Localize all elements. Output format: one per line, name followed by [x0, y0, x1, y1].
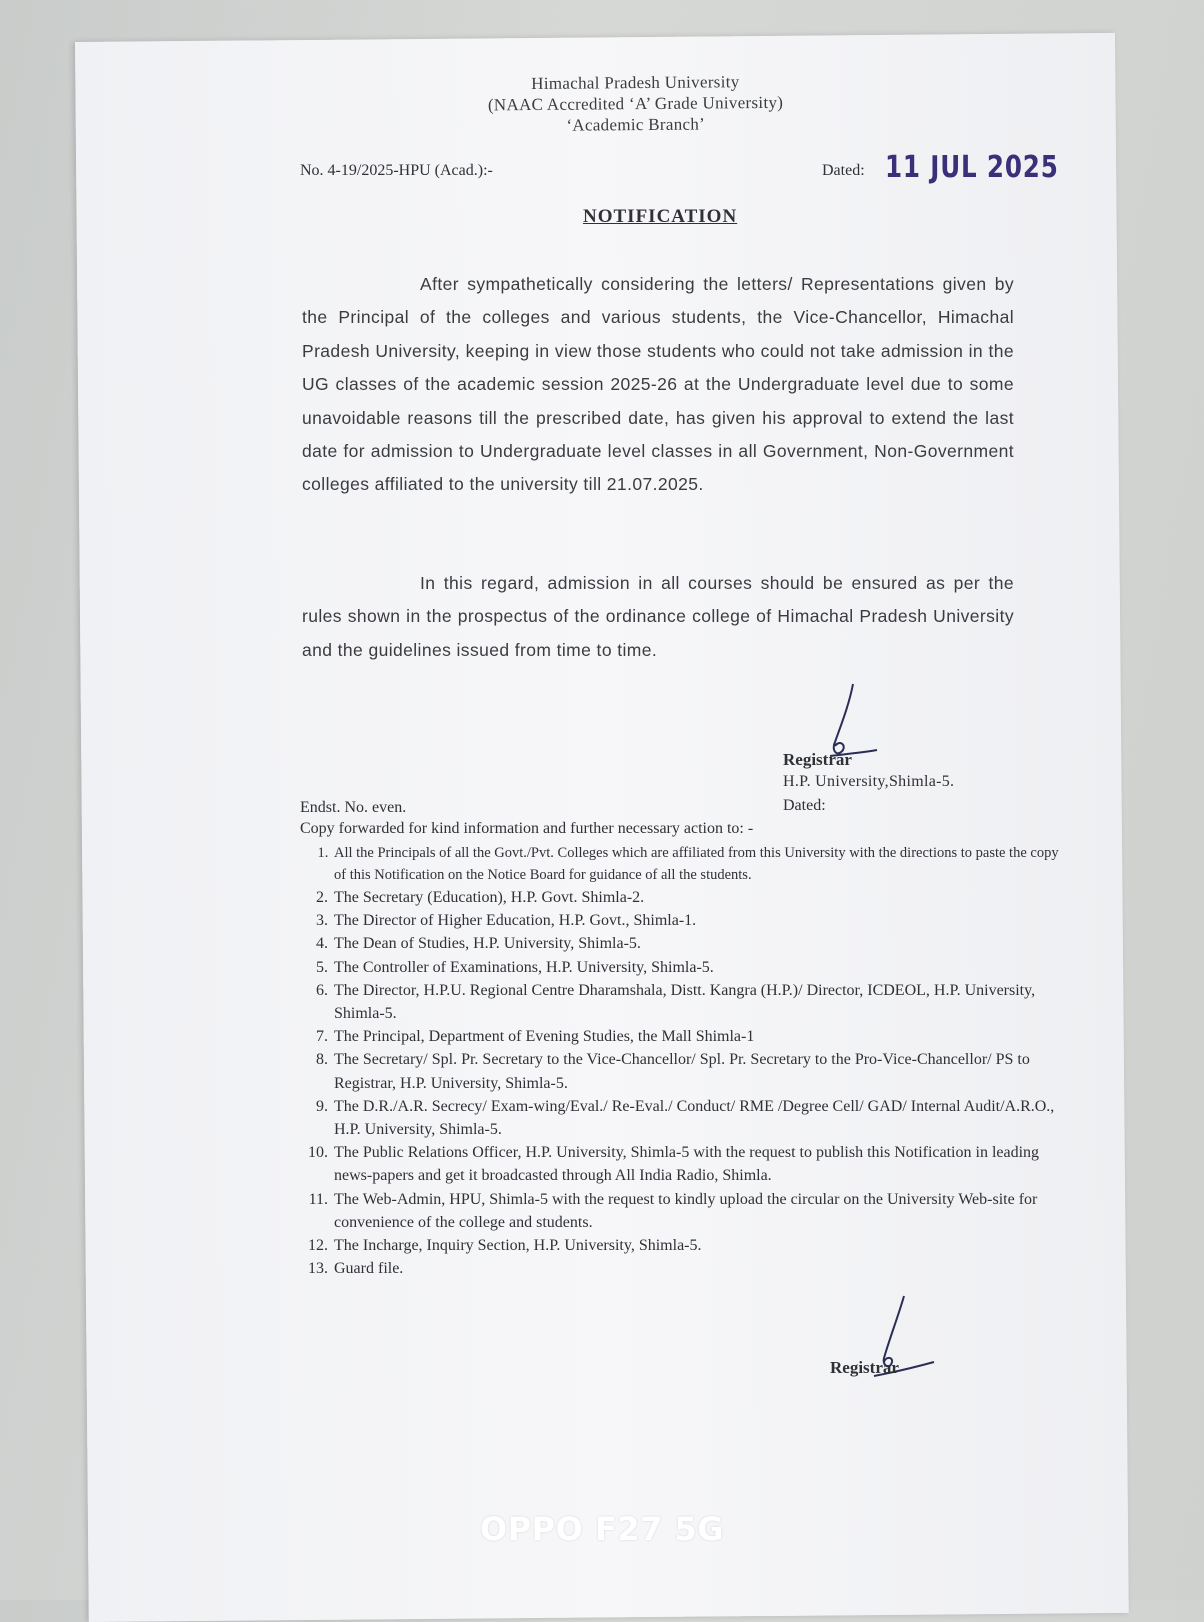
list-item: 2. The Secretary (Education), H.P. Govt. Shimla-2. — [332, 886, 1072, 909]
list-item: 12. The Incharge, Inquiry Section, H.P. University, Shimla-5. — [332, 1234, 1072, 1257]
camera-watermark: OPPO F27 5G — [479, 1510, 724, 1548]
endorsement-number: Endst. No. even. — [300, 799, 407, 816]
branch-line: ‘Academic Branch’ — [566, 114, 706, 135]
list-item: 6. The Director, H.P.U. Regional Centre Dharamshala, Distt. Kangra (H.P.)/ Director, ICDEOL, H.P. University, Shimla-5. — [332, 979, 1072, 1025]
list-item: 1. All the Principals of all the Govt./Pvt. Colleges which are affiliated from this University with the directions to paste the copy of this Notification on the Notice Board for guidance of all the students. — [332, 842, 1072, 886]
body-paragraph-1: After sympathetically considering the letters/ Representations given by the Principal of the colleges and various students, the Vice-Chancellor, Himachal Pradesh University, keeping in view those students who could not take admission in the UG classes of the academic session 2025-26 at the Undergraduate level due to some unavoidable reasons till the prescribed date, has given his approval to extend the last date for admission to Undergraduate level classes in all Government, Non-Government colleges affiliated to the university till 21.07.2025. — [302, 274, 1014, 495]
notification-title: NOTIFICATION — [583, 206, 738, 227]
list-item: 4. The Dean of Studies, H.P. University, Shimla-5. — [332, 932, 1072, 955]
reference-number: No. 4-19/2025-HPU (Acad.):- — [300, 162, 493, 179]
list-item: 9. The D.R./A.R. Secrecy/ Exam-wing/Eval./ Re-Eval./ Conduct/ RME /Degree Cell/ GAD/ Internal Audit/A.R.O., H.P. University, Shimla-5. — [332, 1095, 1072, 1141]
registrar-address: H.P. University,Shimla-5. — [783, 773, 955, 790]
list-item: 10. The Public Relations Officer, H.P. University, Shimla-5 with the request to publish this Notification in leading news-papers and get it broadcasted through All India Radio, Shimla. — [332, 1141, 1072, 1187]
list-item: 8. The Secretary/ Spl. Pr. Secretary to the Vice-Chancellor/ Spl. Pr. Secretary to the Pro-Vice-Chancellor/ PS to Registrar, H.P. University, Shimla-5. — [332, 1048, 1072, 1094]
registrar-title: Registrar — [783, 750, 852, 769]
list-item: 3. The Director of Higher Education, H.P. Govt., Shimla-1. — [332, 909, 1072, 932]
date-stamp: 11 JUL 2025 — [885, 150, 1059, 185]
accreditation-line: (NAAC Accredited ‘A’ Grade University) — [487, 92, 784, 115]
copy-forwarded-line: Copy forwarded for kind information and further necessary action to: - — [300, 820, 754, 837]
registrar-dated: Dated: — [783, 797, 826, 814]
university-name: Himachal Pradesh University — [531, 72, 740, 94]
list-item: 7. The Principal, Department of Evening Studies, the Mall Shimla-1 — [332, 1025, 1072, 1048]
list-item: 11. The Web-Admin, HPU, Shimla-5 with the request to kindly upload the circular on the University Web-site for convenience of the college and students. — [332, 1188, 1072, 1234]
distribution-list — [296, 842, 1072, 1280]
dated-label: Dated: — [822, 162, 865, 179]
list-item: 5. The Controller of Examinations, H.P. University, Shimla-5. — [332, 956, 1072, 979]
footer-registrar-title: Registrar — [830, 1358, 899, 1377]
body-paragraph-2: In this regard, admission in all courses should be ensured as per the rules shown in the prospectus of the ordinance college of Himachal Pradesh University and the guidelines issued from time to time. — [302, 573, 1014, 660]
list-item: 13. Guard file. — [332, 1257, 1072, 1280]
